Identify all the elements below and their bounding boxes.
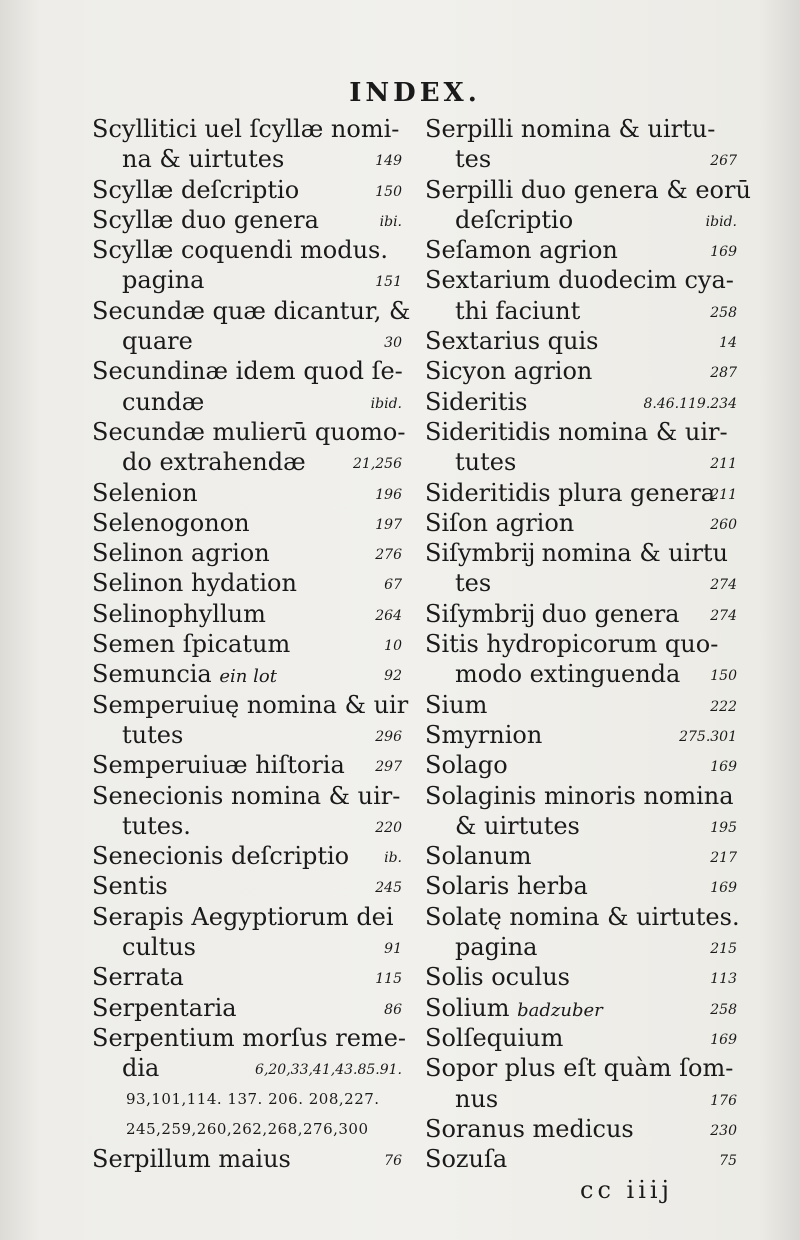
index-entry-text: na & uirtutes <box>122 145 285 174</box>
index-entry <box>425 568 737 598</box>
index-entry-text: Solaginis minoris nomina <box>425 781 734 810</box>
index-entry <box>425 599 737 629</box>
index-entry-text: Secundæ quæ dicantur, & <box>92 296 411 325</box>
index-entry-text: Solaris herba <box>425 872 588 901</box>
index-entry-text: deſcriptio <box>455 205 574 234</box>
page-reference: 176 <box>710 1092 737 1109</box>
index-entry-text: thi faciunt <box>455 296 581 325</box>
index-entry-text: nus <box>455 1084 499 1113</box>
index-column-right <box>425 114 751 1174</box>
page-reference: 230 <box>710 1122 737 1139</box>
index-entry <box>92 962 402 992</box>
index-entry-text: Solis oculus <box>425 963 570 992</box>
index-entry <box>92 568 402 598</box>
page-reference: 267 <box>710 153 737 170</box>
page-reference: 67 <box>384 577 402 594</box>
index-entry <box>425 781 737 811</box>
index-entry-text: Senecionis nomina & uir- <box>92 781 401 810</box>
index-entry <box>425 902 740 932</box>
index-entry-text: Siſymbrĳ duo genera <box>425 599 680 628</box>
page-reference: 297 <box>375 759 402 776</box>
page-reference: 8.46.119.234 <box>643 395 737 412</box>
index-entry-text: Serpilli duo genera & eorū <box>425 175 751 204</box>
index-entry-text: Selenogonon <box>92 508 250 537</box>
index-entry-text: do extrahendæ <box>122 448 306 477</box>
index-entry <box>425 932 737 962</box>
index-entry-text: tutes. <box>122 811 191 840</box>
index-entry <box>92 447 402 477</box>
index-entry <box>425 144 737 174</box>
page-reference: 195 <box>710 819 737 836</box>
index-entry-text: Sicyon agrion <box>425 357 593 386</box>
page-reference: 258 <box>710 1001 737 1018</box>
index-entry-text: Sideritidis plura genera <box>425 478 716 507</box>
index-entry-text: Selinon hydation <box>92 569 297 598</box>
index-entry-text: Siſymbrĳ nomina & uirtu <box>425 539 729 568</box>
index-entry <box>425 993 737 1023</box>
page-reference: 149 <box>375 153 402 170</box>
index-entry-text: Solatę nomina & uirtutes. <box>425 902 740 931</box>
page-reference: 92 <box>384 668 402 685</box>
index-entry-text: tes <box>455 569 492 598</box>
page-reference: 21,256 <box>353 456 402 473</box>
page-reference: 14 <box>719 335 737 352</box>
page-reference: 220 <box>375 819 402 836</box>
index-entry <box>92 235 402 265</box>
index-entry-text: Secundinæ idem quod ſe- <box>92 357 403 386</box>
index-entry-text: dia <box>122 1054 160 1083</box>
index-entry-text: Siſon agrion <box>425 508 575 537</box>
index-entry <box>92 296 411 326</box>
index-entry <box>92 629 402 659</box>
page-reference: 86 <box>384 1001 402 1018</box>
page-reference: 91 <box>384 941 402 958</box>
page-reference: 276 <box>375 547 402 564</box>
index-entry-text: Serpilli nomina & uirtu- <box>425 115 716 143</box>
page-reference: ibi. <box>379 213 402 230</box>
page-reference: 222 <box>710 698 737 715</box>
page-reference: 76 <box>384 1153 402 1170</box>
index-column-left <box>92 114 411 1174</box>
index-entry <box>92 871 402 901</box>
index-entry <box>92 1084 402 1114</box>
index-entry <box>425 750 737 780</box>
index-entry-text: Selenion <box>92 478 198 507</box>
page-header: INDEX. <box>349 78 481 108</box>
index-entry <box>425 417 737 447</box>
index-entry-text: Serapis Aegyptiorum dei <box>92 902 394 931</box>
index-entry <box>425 478 737 508</box>
index-entry <box>92 205 402 235</box>
index-entry-text: tutes <box>122 720 184 749</box>
page-reference: ib. <box>384 850 402 867</box>
index-entry-text: Scyllæ duo genera <box>92 205 319 234</box>
index-entry <box>425 538 737 568</box>
german-gloss: badzuber <box>517 999 603 1021</box>
index-entry <box>425 962 737 992</box>
index-entry <box>92 841 402 871</box>
index-entry <box>92 1053 402 1083</box>
index-entry <box>425 659 737 689</box>
index-entry <box>92 781 402 811</box>
index-entry <box>92 114 402 144</box>
index-entry <box>425 841 737 871</box>
page-reference: ibid. <box>705 213 737 230</box>
index-entry <box>92 1114 402 1144</box>
index-entry <box>92 1144 402 1174</box>
index-entry <box>425 690 737 720</box>
index-entry-text: Scyllæ coquendi modus. <box>92 236 388 265</box>
index-entry-text: Solago <box>425 751 508 780</box>
index-entry-text: Scyllitici uel ſcyllæ nomi- <box>92 115 400 143</box>
page-reference: 275.301 <box>679 728 737 745</box>
index-entry <box>92 993 402 1023</box>
page-reference: 296 <box>375 728 402 745</box>
index-entry-text: Selinophyllum <box>92 599 266 628</box>
page-reference: 211 <box>710 456 737 473</box>
index-entry <box>92 599 402 629</box>
index-entry-text: 245,259,260,262,268,276,300 <box>126 1119 369 1138</box>
index-entry <box>92 326 402 356</box>
index-entry-text: Sitis hydropicorum quo- <box>425 630 719 659</box>
index-entry-text: tutes <box>455 448 517 477</box>
index-entry <box>425 296 737 326</box>
page-reference: 113 <box>710 971 737 988</box>
signature-mark: cc iiij <box>580 1176 673 1204</box>
index-entry <box>92 265 402 295</box>
page-reference: 115 <box>375 971 402 988</box>
page-reference: 245 <box>375 880 402 897</box>
index-entry-text: Serrata <box>92 963 184 992</box>
index-entry-text: Sozuſa <box>425 1145 508 1174</box>
page-reference: 197 <box>375 516 402 533</box>
index-entry <box>92 356 402 386</box>
index-entry <box>92 902 402 932</box>
index-entry <box>92 175 402 205</box>
index-entry-text: Solſequium <box>425 1023 564 1052</box>
index-entry-text: Sentis <box>92 872 168 901</box>
index-entry-text: Solium <box>425 993 510 1022</box>
page-reference: 10 <box>384 638 402 655</box>
page-reference: 150 <box>710 668 737 685</box>
index-entry <box>92 1023 407 1053</box>
index-entry <box>425 871 737 901</box>
page-reference: 169 <box>710 759 737 776</box>
index-entry-text: tes <box>455 145 492 174</box>
index-entry <box>425 1144 737 1174</box>
index-entry-text: Selinon agrion <box>92 539 270 568</box>
index-entry <box>425 235 737 265</box>
index-entry-text: modo extinguenda <box>455 660 681 689</box>
page-reference: 264 <box>375 607 402 624</box>
index-entry <box>92 932 402 962</box>
page-reference: 196 <box>375 486 402 503</box>
page-reference: 150 <box>375 183 402 200</box>
index-entry-text: Soranus medicus <box>425 1114 634 1143</box>
index-entry <box>92 417 406 447</box>
page-reference: 258 <box>710 304 737 321</box>
index-entry-text: Sextarium duodecim cya- <box>425 266 734 295</box>
index-entry <box>425 265 737 295</box>
index-entry-text: quare <box>122 327 193 356</box>
index-entry-text: Semperuiuæ hiſtoria <box>92 751 345 780</box>
page-reference: 211 <box>710 486 737 503</box>
page-reference: 217 <box>710 850 737 867</box>
page-reference: 215 <box>710 941 737 958</box>
index-entry <box>425 114 737 144</box>
page-reference: 274 <box>710 577 737 594</box>
index-entry <box>425 1053 737 1083</box>
index-entry <box>92 144 402 174</box>
index-entry-text: Semuncia <box>92 660 212 689</box>
index-entry-text: Seſamon agrion <box>425 236 618 265</box>
page-reference: 287 <box>710 365 737 382</box>
index-entry <box>425 1114 737 1144</box>
index-entry <box>425 811 737 841</box>
page-reference: 75 <box>719 1153 737 1170</box>
index-entry-text: pagina <box>455 933 538 962</box>
index-entry <box>425 720 737 750</box>
index-entry <box>92 750 402 780</box>
index-entry <box>425 447 737 477</box>
index-entry <box>92 690 409 720</box>
page-reference: 260 <box>710 516 737 533</box>
index-entry-text: Scyllæ deſcriptio <box>92 175 300 204</box>
index-entry <box>92 478 402 508</box>
index-entry <box>425 356 737 386</box>
index-entry-text: Smyrnion <box>425 720 543 749</box>
page-reference: 274 <box>710 607 737 624</box>
index-entry-text: Senecionis deſcriptio <box>92 842 350 871</box>
index-entry-text: Secundæ mulierū quomo- <box>92 417 406 446</box>
index-entry-text: Sopor plus eſt quàm ſom- <box>425 1054 734 1083</box>
index-entry <box>92 387 402 417</box>
page-reference: 30 <box>384 335 402 352</box>
index-entry <box>92 659 402 689</box>
page-reference: 169 <box>710 244 737 261</box>
page-reference: 6,20,33,41,43.85.91. <box>255 1062 402 1079</box>
index-entry-text: Semen ſpicatum <box>92 630 291 659</box>
index-entry-text: Semperuiuę nomina & uir <box>92 690 409 719</box>
page-reference: 151 <box>375 274 402 291</box>
index-entry <box>425 326 737 356</box>
index-entry-text: Sium <box>425 690 488 719</box>
index-entry-text: Serpentium morſus reme- <box>92 1023 407 1052</box>
index-entry <box>425 205 737 235</box>
index-entry-text: cundæ <box>122 387 205 416</box>
index-entry-text: Sextarius quis <box>425 327 599 356</box>
index-entry <box>425 387 737 417</box>
page-reference: ibid. <box>370 395 402 412</box>
index-entry <box>425 629 737 659</box>
index-entry-text: Serpentaria <box>92 993 237 1022</box>
index-entry-text: Solanum <box>425 842 532 871</box>
index-entry <box>425 175 751 205</box>
index-entry <box>425 1023 737 1053</box>
page-reference: 169 <box>710 880 737 897</box>
index-entry <box>92 538 402 568</box>
index-entry <box>92 720 402 750</box>
index-entry-text: pagina <box>122 266 205 295</box>
index-entry <box>425 508 737 538</box>
index-entry-text: & uirtutes <box>455 811 580 840</box>
index-entry-text: Sideritidis nomina & uir- <box>425 417 728 446</box>
index-entry-text: Serpillum maius <box>92 1145 291 1174</box>
index-entry-text: 93,101,114. 137. 206. 208,227. <box>126 1089 380 1108</box>
german-gloss: ein lot <box>219 666 277 688</box>
index-entry-text: cultus <box>122 933 196 962</box>
page-reference: 169 <box>710 1031 737 1048</box>
index-entry <box>92 508 402 538</box>
index-entry <box>425 1084 737 1114</box>
index-entry-text: Sideritis <box>425 387 528 416</box>
index-entry <box>92 811 402 841</box>
